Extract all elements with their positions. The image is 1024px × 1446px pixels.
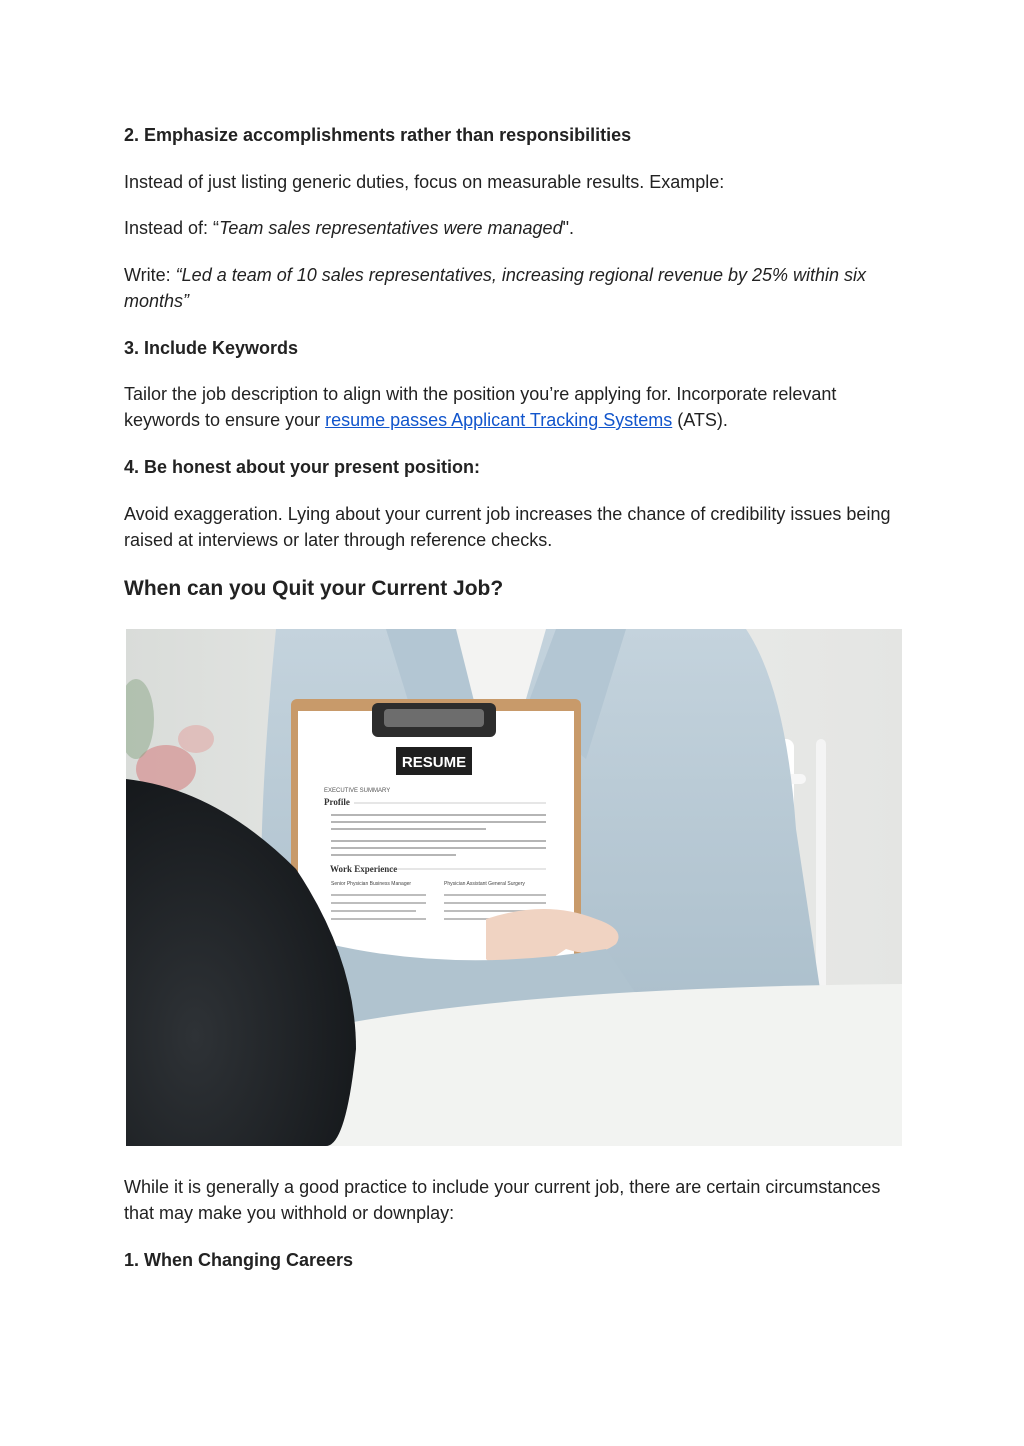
instead-quote: Team sales representatives were managed [219, 218, 563, 238]
quit-section-heading: When can you Quit your Current Job? [124, 577, 504, 600]
quit-section-intro: While it is generally a good practice to include your current job, there are certain circumstances that may make you withhold or downplay: [124, 1177, 881, 1223]
col1-title: Senior Physician Business Manager [331, 881, 412, 887]
profile-label: Profile [324, 797, 350, 807]
instead-prefix: Instead of: “ [124, 218, 220, 238]
section3-text [124, 381, 894, 433]
write-quote: “Led a team of 10 sales representatives, increasing regional revenue by 25% within six months” [124, 265, 867, 311]
executive-summary-label: EXECUTIVE SUMMARY [324, 788, 391, 794]
section4-heading: 4. Be honest about your present position: [124, 457, 481, 477]
col2-title: Physician Assistant General Surgery [444, 881, 525, 887]
changing-careers-heading: 1. When Changing Careers [124, 1250, 354, 1270]
write-prefix: Write: [124, 265, 176, 285]
instead-of-line [124, 215, 904, 241]
instead-suffix: ". [562, 218, 574, 238]
section3-heading: 3. Include Keywords [124, 338, 299, 358]
resume-interview-photo [126, 629, 902, 1146]
section4-text: Avoid exaggeration. Lying about your current job increases the chance of credibility issues being raised at interviews or later through reference checks. [124, 504, 891, 550]
section2-intro: Instead of just listing generic duties, focus on measurable results. Example: [124, 172, 725, 192]
write-line [124, 262, 894, 314]
section3-text-after: (ATS). [672, 410, 728, 430]
work-experience-label: Work Experience [330, 864, 398, 874]
ats-link[interactable]: resume passes Applicant Tracking Systems [325, 410, 673, 430]
section3-text-before: Tailor the job description to align with the position you’re applying for. Incorporate relevant keywords to ensure your [124, 384, 837, 430]
section2-heading: 2. Emphasize accomplishments rather than responsibilities [124, 125, 632, 145]
resume-label: RESUME [401, 754, 467, 771]
